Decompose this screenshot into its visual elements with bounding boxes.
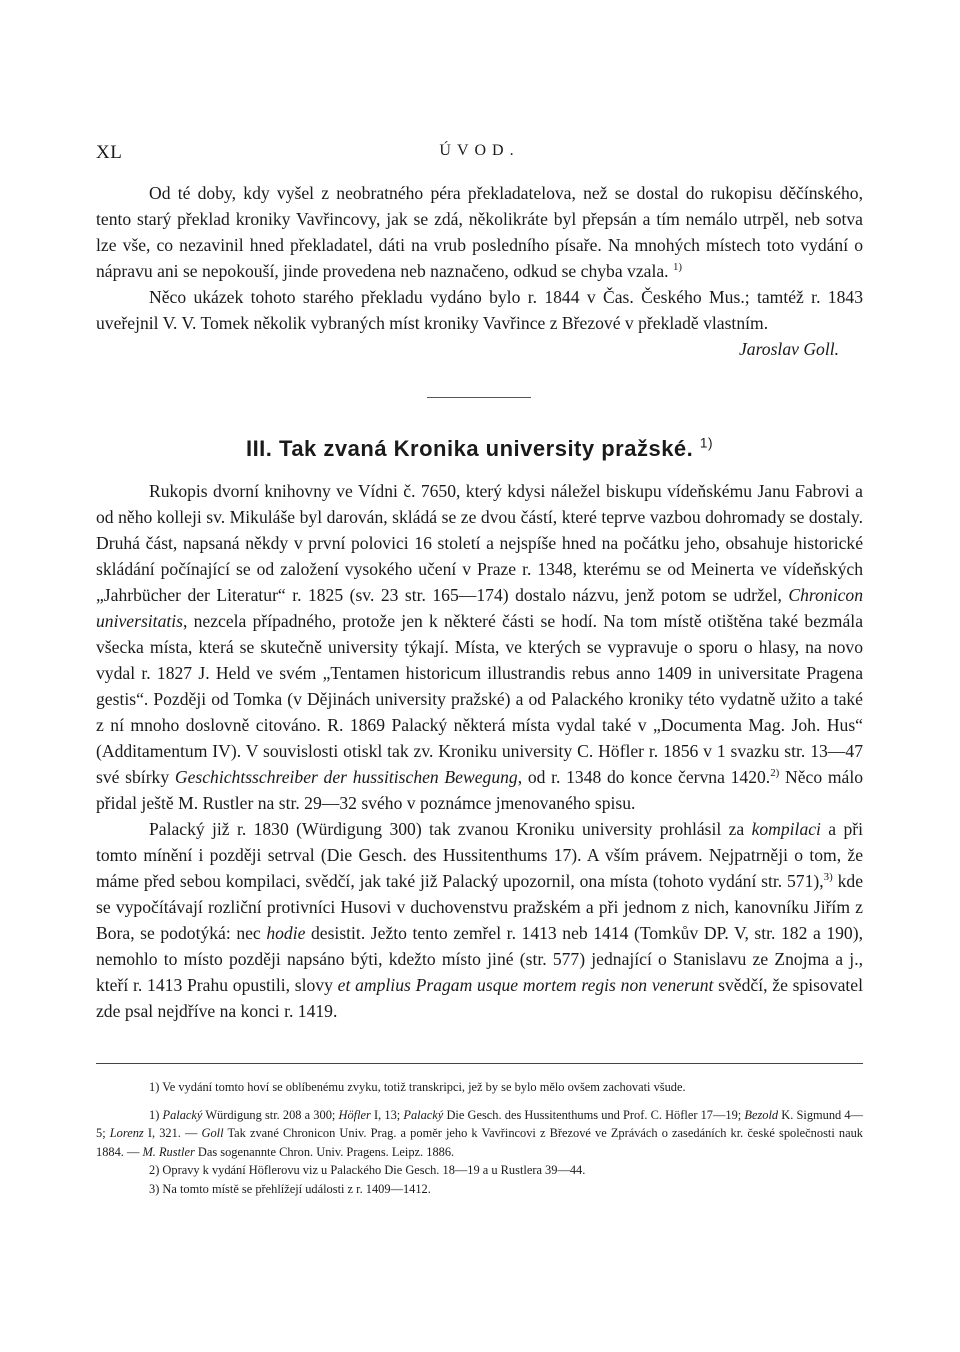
footnote: 1) Ve vydání tomto hoví se oblíbenému zvyku, totiž transkripci, jež by se bylo mělo ovšem zachovati všude. [149, 1080, 686, 1094]
footnote: 3) Na tomto místě se přehlížejí události z r. 1409—1412. [149, 1181, 431, 1196]
footnote: 1) Palacký Würdigung str. 208 a 300; Höfler I, 13; Palacký Die Gesch. des Hussitenthums und Prof. C. Höfler 17—19; Bezold K. Sigmund 4—5; Lorenz I, 321. — Goll Tak zvané Chronicon Univ. Prag. a poměr jeho k Vavřincovi z Březové ve Zprávách o zasedáních kr. české společnosti nauk 1884. — M. Rustler Das sogenannte Chron. Univ. Pragens. Leipz. 1886. [96, 1107, 863, 1159]
page-header [96, 142, 863, 166]
paragraph: Od té doby, kdy vyšel z neobratného péra překladatelova, než se dostal do rukopisu děčínského, tento starý překlad kroniky Vavřincovy, jak se zdá, několikráte byl přepsán a tím nemálo utrpěl, neb sotva lze vše, co nezavinil hned překladatel, dáti na vrub posledního písaře. Na mnohých místech toto vydání o nápravu ani se nepokouší, jinde provedena neb naznačeno, odkud se chyba vzala. $^{1)}$ [96, 183, 863, 281]
page-number: XL [96, 142, 123, 163]
section-title: III. Tak zvaná Kronika university pražské. $^{1)}$ [245, 435, 714, 461]
footnote-rule [96, 1063, 863, 1064]
running-head: ÚVOD. [439, 142, 520, 159]
footnote-ref: 3) [823, 871, 833, 884]
footnote-ref: 1) [699, 435, 714, 451]
paragraph: Něco ukázek tohoto starého překladu vydáno bylo r. 1844 v Čas. Českého Mus.; tamtéž r. 1843 uveřejnil V. V. Tomek několik vybraných míst kroniky Vavřince z Březové v překladě vlastním. [96, 287, 863, 333]
separator-rule [427, 397, 531, 398]
intro-text [96, 180, 863, 362]
author-signature: Jaroslav Goll. [738, 339, 839, 359]
footnote: 2) Opravy k vydání Höflerovu viz u Palackého Die Gesch. 18—19 a u Rustlera 39—44. [149, 1163, 586, 1177]
footnote-ref: 1) [672, 261, 683, 274]
footnotes [96, 1078, 863, 1198]
section-body [96, 478, 863, 1024]
paragraph: Rukopis dvorní knihovny ve Vídni č. 7650, který kdysi náležel biskupu vídeňskému Janu Fabrovi a od něho kolleji sv. Mikuláše byl darován, skládá se ze dvou částí, které teprve vazbou dohromady se dostaly. Druhá část, napsaná někdy v první polovici 16 století a nejspíše hned na počátku jeho, obsahuje historické skládání počínající se od založení vysokého učení v Praze r. 1348, kterému se od Meinerta ve vídeňských „Jahrbücher der Literatur“ r. 1825 (sv. 23 str. 165—174) dostalo názvu, jenž potom se udržel, Chronicon universitatis, nezcela případného, protože jen k některé části se hodí. Na tom místě otištěna také bezmála všecka místa, která se skutečně university týkají. Místa, ve kterých se vypravuje o sporu o hlasy, na novo vydal r. 1827 J. Held ve svém „Tentamen historicum illustrandis rebus anno 1409 in universitate Pragena gestis“. Později od Tomka (v Dějinách university pražské) a od Palackého kroniky této vydatně užito a také z ní mnoho doslovně citováno. R. 1869 Palacký některá místa vydal také v „Documenta Mag. Joh. Hus“ (Additamentum IV). V souvislosti otiskl tak zv. Kroniku university C. Höfler r. 1856 v 1 svazku str. 13—47 své sbírky Geschichtsschreiber der hussitischen Bewegung, od r. 1348 do konce června 1420.$^{2)}$ Něco málo přidal ještě M. Rustler na str. 29—32 svého v poznámce jmenovaného spisu. [96, 481, 864, 813]
footnote-ref: 2) [770, 767, 780, 780]
paragraph: Palacký již r. 1830 (Würdigung 300) tak zvanou Kroniku university prohlásil za kompilaci a při tomto mínění i později setrval (Die Gesch. des Hussitenthums 17). A vším právem. Nejpatrněji o tom, že máme před sebou kompilaci, svědčí, jak také již Palacký upozornil, ona místa (tohoto vydání str. 571),$^{3)}$ kde se vypočítávají rozliční protivníci Husovi v duchovenstvu pražském a při jednom z nich, kanovníku Jiřím z Bora, se podotýká: nec hodie desistit. Ježto tento zemřel r. 1413 neb 1414 (Tomkův DP. V, str. 182 a 190), nemohlo to místo později napsáno býti, kdežto místo jiné (str. 577) jednající o Stanislavu ze Znojma a j., kteří r. 1413 Prahu opustili, slovy et amplius Pragam usque mortem regis non venerunt svědčí, že spisovatel zde psal nejdříve na konci r. 1419. [96, 819, 864, 1021]
